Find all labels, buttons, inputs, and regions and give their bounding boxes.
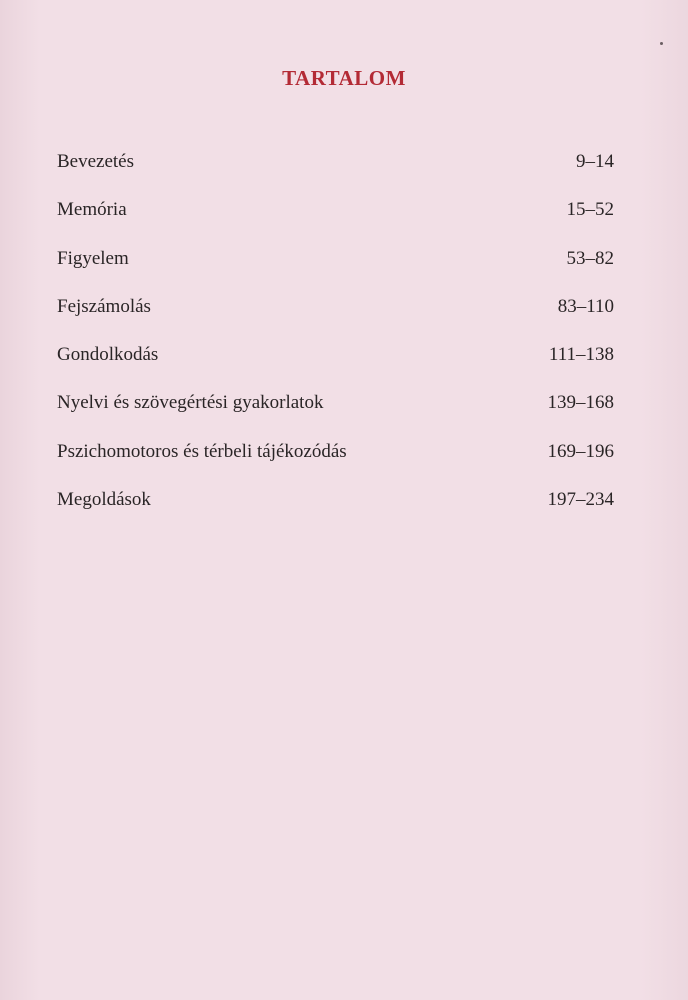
toc-entry-pages: 53–82 (566, 247, 614, 269)
toc-entry-pages: 139–168 (547, 392, 614, 414)
toc-entry-title: Bevezetés (57, 151, 135, 172)
toc-entry-title: Fejszámolás (57, 295, 151, 317)
toc-entry (57, 343, 614, 391)
toc-entry (57, 488, 614, 536)
toc-entry-title: Nyelvi és szövegértési gyakorlatok (57, 392, 324, 414)
toc-entry-pages: 9–14 (576, 151, 614, 172)
toc-entry-pages: 15–52 (566, 199, 614, 221)
toc-entry (57, 391, 614, 439)
toc-entry-title: Megoldások (57, 489, 151, 511)
toc-entry-title: Figyelem (57, 247, 129, 269)
toc-entry-title: Pszichomotoros és térbeli tájékozódás (57, 440, 347, 462)
table-of-contents (57, 150, 614, 536)
page-title: TARTALOM (282, 66, 406, 90)
toc-entry (57, 440, 614, 488)
toc-entry-pages: 169–196 (547, 440, 614, 462)
toc-entry-title: Memória (57, 199, 127, 221)
toc-entry (57, 150, 614, 198)
toc-entry (57, 198, 614, 246)
paper-speck (660, 42, 663, 45)
toc-entry-title: Gondolkodás (57, 344, 159, 366)
toc-entry-pages: 111–138 (548, 344, 614, 366)
toc-entry (57, 247, 614, 295)
toc-entry-pages: 83–110 (557, 295, 614, 317)
toc-entry-pages: 197–234 (547, 489, 614, 511)
toc-entry (57, 295, 614, 343)
